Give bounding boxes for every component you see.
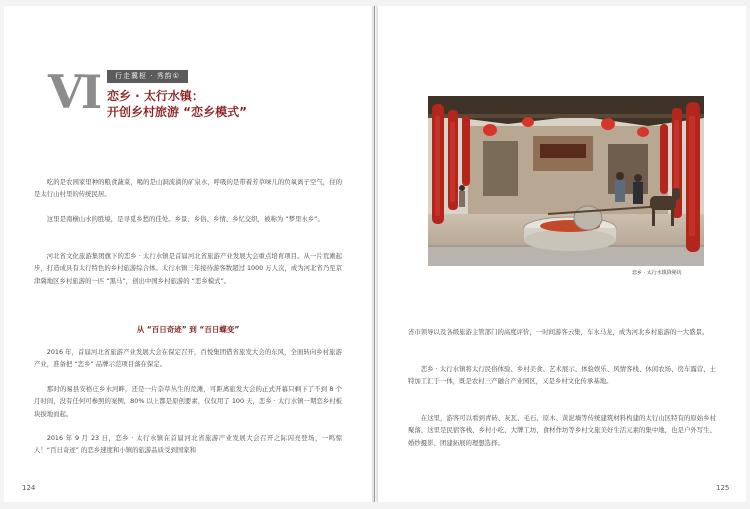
page-number-right: 125 [716,484,730,492]
village-photo [428,96,704,266]
intro-paragraph-2: 这里是南横山水的胜境，是寻觅乡愁的佳处。乡景、乡俗、乡情、乡忆交织，被称为 “梦里水乡”。 [46,215,324,223]
left-page [4,6,372,502]
chapter-title-line2: 开创乡村旅游 “恋乡模式” [107,105,247,119]
section-paragraph-3: 2016 年 9 月 23 日，恋乡 · 太行水镇在首届河北省旅游产业发展大会召开之际闪亮登场，一鸣惊人！“百日奇迹” 的恋乡速度和小镇的旅游品质受到国家和 [34,434,342,455]
section-paragraph-1: 2016 年，首届河北省旅游产业发展大会在保定召开，百悦集团借省旅发大会的东风，全面转向乡村旅游产业，准备把 “恋乡” 品牌示范项目落在保定。 [34,348,342,369]
intro-paragraph-3: 河北省文化旅游集团旗下的恋乡 · 太行水镇是首届河北省旅游产业发展大会重点培育项目。从一片荒滩起步，打造成具有太行特色的乡村旅游综合体。太行水镇三年接待游客数超过 1000 万人次，成为河北省乃至京津冀地区乡村旅游的一匹 “黑马”，创出中国乡村旅游的 “恋乡模式”。 [34,252,342,285]
chapter-numeral: VI [48,65,100,119]
section-heading: 从 “百日奇迹” 到 “百日蝶变” [136,325,240,334]
photo-caption: 恋乡 · 太行水镇降秘坊 [632,270,682,276]
village-photo-illustration [428,96,704,266]
right-paragraph-2: 恋乡 · 太行水镇将太行民俗体验、乡村美食、艺术展示、体验娱乐、风情客栈、休闲农场、房车露营、土特加工汇于一体，既是农村三产融合产业园区，又是乡村文化传承基地。 [408,365,716,386]
right-paragraph-1: 省市领导以及各级旅游主管部门的高度评价，一时间游客云集，车水马龙，成为河北乡村旅游的一大盛景。 [408,328,709,336]
right-paragraph-3: 在这里，游客可以看到青砖、灰瓦、毛石、原木、黄泥墙等传统建筑材料构建的太行山区特有的原始乡村聚落，这里是民宿客栈、乡村小吃、大牌工坊，食材作坊等乡村文旅美好生活元素的集中地，也是户外写生、婚纱摄影、团建拓展的理想选择。 [408,414,716,447]
series-tag: 行走冀枢 · 秀韵① [107,70,188,83]
chapter-title [107,88,247,120]
intro-paragraph-1: 吃的是农园家里种的粮食蔬菜，喝的是山洞流淌的矿泉水，呼吸的是带着芳草味儿的负氧离子空气，住的是太行山村里的传统民居。 [34,178,342,199]
right-page [378,6,746,502]
gutter-divider [374,6,375,502]
chapter-title-line1: 恋乡 · 太行水镇： [107,89,204,103]
page-number-left: 124 [22,484,36,492]
section-paragraph-2: 那时的易县安格庄乡水河畔，还是一片杂草丛生的荒滩，可距离旅发大会的正式开幕只剩下了不到 8 个月时间，没有任何可参照的案例，80% 以上都是原创要素，仅仅用了 100 天，恋乡 · 太行水镇一期恋乡村板块拔地而起。 [34,385,342,418]
